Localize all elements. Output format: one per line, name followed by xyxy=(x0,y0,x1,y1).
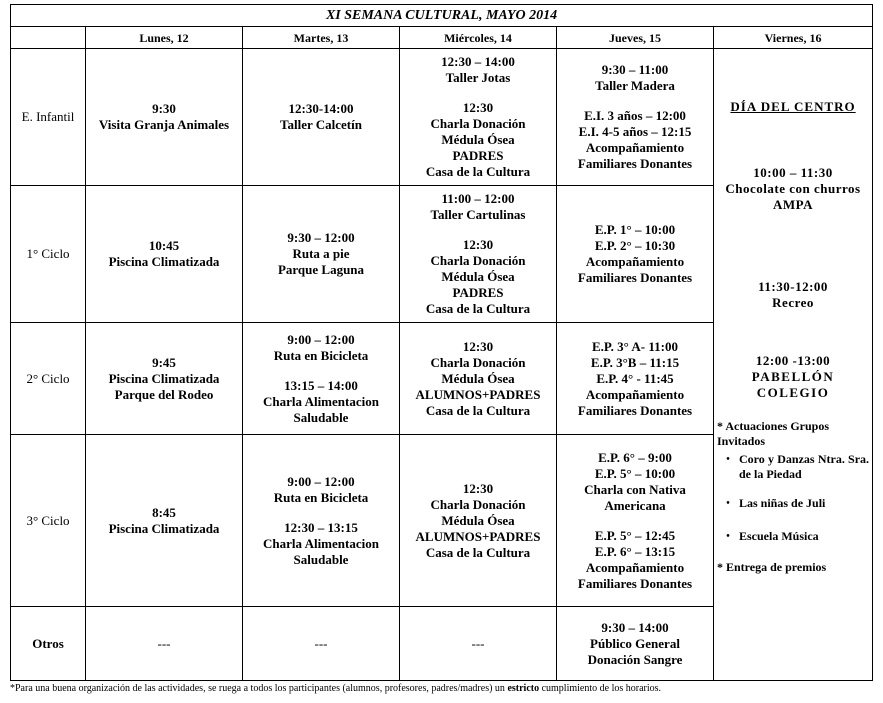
viernes-time: 12:00 -13:00 xyxy=(755,353,831,368)
activity-line: Saludable xyxy=(293,409,349,425)
activity-cell xyxy=(243,186,400,323)
viernes-activity: AMPA xyxy=(773,197,814,212)
activity-line: 9:30 – 14:00 xyxy=(601,619,669,635)
activity-line: E.P. 6° – 13:15 xyxy=(594,543,676,559)
activity-line: Piscina Climatizada xyxy=(108,520,220,536)
activity-line: 12:30-14:00 xyxy=(288,101,354,116)
activity-line: Charla con Nativa xyxy=(584,481,686,497)
activity-line: 12:30 – 14:00 xyxy=(441,54,515,69)
activity-cell xyxy=(243,607,400,681)
activity-line: E.P. 5° – 12:45 xyxy=(594,527,676,543)
day-header-lunes: Lunes, 12 xyxy=(86,27,243,49)
day-header-viernes: Viernes, 16 xyxy=(714,27,873,49)
activity-line: Americana xyxy=(604,497,666,513)
row-e-infantil xyxy=(11,49,873,186)
activity-cell xyxy=(243,49,400,186)
row-label: E. Infantil xyxy=(11,49,86,186)
activity-cell xyxy=(86,435,243,607)
activity-line: Familiares Donantes xyxy=(577,402,693,418)
activity-line: Ruta a pie xyxy=(292,246,350,261)
bullet-icon: • xyxy=(726,498,730,509)
row-label: 1° Ciclo xyxy=(11,186,86,323)
activity-line: Charla Donación xyxy=(430,354,526,370)
activity-cell xyxy=(243,435,400,607)
activity-line: Donación Sangre xyxy=(587,651,683,667)
activity-line: Médula Ósea xyxy=(441,269,515,284)
activity-line: 12:30 – 13:15 xyxy=(284,519,358,535)
activity-cell xyxy=(400,607,557,681)
bullet-icon: • xyxy=(726,531,730,542)
activity-line: Charla Alimentacion xyxy=(263,393,379,409)
activity-cell xyxy=(400,435,557,607)
activity-line: Médula Ósea xyxy=(441,132,515,147)
activity-line: 12:30 xyxy=(462,480,494,496)
dia-del-centro-heading: DÍA DEL CENTRO xyxy=(730,99,856,114)
bullet-icon: • xyxy=(726,454,730,465)
day-header-miercoles: Miércoles, 14 xyxy=(400,27,557,49)
activity-line: E.I. 3 años – 12:00 xyxy=(584,108,686,123)
activity-line: E.P. 2° – 10:30 xyxy=(594,238,676,253)
activity-line: 8:45 xyxy=(152,504,176,520)
bullet-item xyxy=(717,529,869,544)
activity-line: Parque Laguna xyxy=(277,262,365,277)
activity-line: Taller Cartulinas xyxy=(430,207,526,222)
activity-line: E.P. 6° – 9:00 xyxy=(598,449,672,465)
activity-line: Taller Jotas xyxy=(445,70,511,85)
activity-line: 12:30 xyxy=(462,100,494,115)
activity-cell xyxy=(557,49,714,186)
activity-cell xyxy=(86,186,243,323)
day-header-jueves: Jueves, 15 xyxy=(557,27,714,49)
activity-line: 11:00 – 12:00 xyxy=(441,191,515,206)
activity-line: Piscina Climatizada xyxy=(108,254,220,269)
row-label: Otros xyxy=(11,607,86,681)
activity-line: 9:30 – 12:00 xyxy=(287,230,355,245)
activity-line: E.P. 3°B – 11:15 xyxy=(590,354,680,370)
activity-line: Casa de la Cultura xyxy=(425,402,531,418)
activity-line: 10:45 xyxy=(148,238,180,253)
activity-cell xyxy=(557,607,714,681)
activity-cell xyxy=(400,49,557,186)
activity-line: Charla Donación xyxy=(430,253,526,268)
bullet-item xyxy=(717,496,869,511)
activity-line: Familiares Donantes xyxy=(577,575,693,591)
line-gap xyxy=(560,94,710,108)
activity-line: Charla Donación xyxy=(430,116,526,131)
schedule-title: XI SEMANA CULTURAL, MAYO 2014 xyxy=(11,5,873,27)
activity-line: Charla Donación xyxy=(430,496,526,512)
activity-cell xyxy=(86,49,243,186)
activity-line: 9:45 xyxy=(152,354,176,370)
activity-line: Casa de la Cultura xyxy=(425,544,531,560)
activity-line: Casa de la Cultura xyxy=(425,164,531,179)
activity-line: Saludable xyxy=(293,551,349,567)
activity-line: Público General xyxy=(590,635,680,651)
activity-line: Acompañamiento xyxy=(585,140,685,155)
actuaciones-heading: * Actuaciones Grupos Invitados xyxy=(717,419,830,448)
activity-line: Acompañamiento xyxy=(585,386,685,402)
activity-cell xyxy=(400,186,557,323)
activity-line: 9:00 – 12:00 xyxy=(287,331,355,347)
activity-line: Familiares Donantes xyxy=(577,156,693,171)
bullet-text: Coro y Danzas Ntra. Sra. de la Piedad xyxy=(739,452,870,481)
activity-cell xyxy=(400,323,557,435)
activity-line: Acompañamiento xyxy=(585,559,685,575)
viernes-column xyxy=(714,49,873,681)
activity-line: 9:30 – 11:00 xyxy=(601,62,669,77)
activity-line: --- xyxy=(314,635,328,651)
activity-line: Ruta en Bicicleta xyxy=(273,489,369,505)
activity-line: ALUMNOS+PADRES xyxy=(415,528,541,544)
activity-line: E.P. 3° A- 11:00 xyxy=(592,338,678,354)
corner-cell xyxy=(11,27,86,49)
activity-cell xyxy=(86,607,243,681)
footnote-emphasis: estricto xyxy=(507,683,540,694)
activity-line: PADRES xyxy=(452,148,504,163)
activity-cell xyxy=(557,435,714,607)
activity-line: E.P. 4° - 11:45 xyxy=(596,370,674,386)
activity-line: 12:30 xyxy=(462,237,494,252)
activity-line: Ruta en Bicicleta xyxy=(273,347,369,363)
activity-line: 9:30 xyxy=(152,101,176,116)
activity-line: PADRES xyxy=(452,285,504,300)
activity-line: Médula Ósea xyxy=(441,512,515,528)
viernes-activity: PABELLÓN xyxy=(751,369,835,384)
entrega-premios: * Entrega de premios xyxy=(717,560,827,574)
activity-line: 13:15 – 14:00 xyxy=(284,377,358,393)
activity-line: Parque del Rodeo xyxy=(114,386,214,402)
row-label: 2° Ciclo xyxy=(11,323,86,435)
activity-line: 12:30 xyxy=(462,338,494,354)
line-gap xyxy=(246,506,396,520)
footnote-text: *Para una buena organización de las actividades, se ruega a todos los participantes (alumnos, profesores, padres/madres) un xyxy=(10,683,508,694)
line-gap xyxy=(403,223,553,237)
activity-line: E.P. 5° – 10:00 xyxy=(594,465,676,481)
activity-line: Familiares Donantes xyxy=(577,270,693,285)
activity-line: Casa de la Cultura xyxy=(425,301,531,316)
activity-line: Médula Ósea xyxy=(441,370,515,386)
line-gap xyxy=(560,514,710,528)
activity-line: Piscina Climatizada xyxy=(108,370,220,386)
activity-line: Visita Granja Animales xyxy=(98,117,230,132)
activity-cell xyxy=(243,323,400,435)
activity-cell xyxy=(557,323,714,435)
activity-line: 9:00 – 12:00 xyxy=(287,473,355,489)
footnote xyxy=(10,683,661,694)
day-header-martes: Martes, 13 xyxy=(243,27,400,49)
activity-cell xyxy=(86,323,243,435)
activity-line: --- xyxy=(157,635,171,651)
line-gap xyxy=(403,86,553,100)
activity-line: Taller Madera xyxy=(595,78,675,93)
activity-line: ALUMNOS+PADRES xyxy=(415,386,541,402)
activity-line: --- xyxy=(471,635,485,651)
bullet-text: Escuela Música xyxy=(739,529,819,543)
activity-line: Charla Alimentacion xyxy=(263,535,379,551)
viernes-activity: Recreo xyxy=(772,295,814,310)
activity-line: E.I. 4-5 años – 12:15 xyxy=(578,124,692,139)
line-gap xyxy=(246,364,396,378)
viernes-activity: Chocolate con churros xyxy=(725,181,861,196)
footnote-text-end: cumplimiento de los horarios. xyxy=(539,683,662,694)
activity-line: E.P. 1° – 10:00 xyxy=(594,222,676,237)
row-label: 3° Ciclo xyxy=(11,435,86,607)
activity-cell xyxy=(557,186,714,323)
activity-line: Acompañamiento xyxy=(585,254,685,269)
bullet-text: Las niñas de Juli xyxy=(739,496,826,510)
viernes-activity: COLEGIO xyxy=(756,385,830,400)
activity-line: Taller Calcetín xyxy=(280,117,362,132)
viernes-time: 10:00 – 11:30 xyxy=(753,165,833,180)
bullet-item xyxy=(717,452,869,482)
viernes-time: 11:30-12:00 xyxy=(758,279,828,294)
schedule-table xyxy=(10,4,873,681)
